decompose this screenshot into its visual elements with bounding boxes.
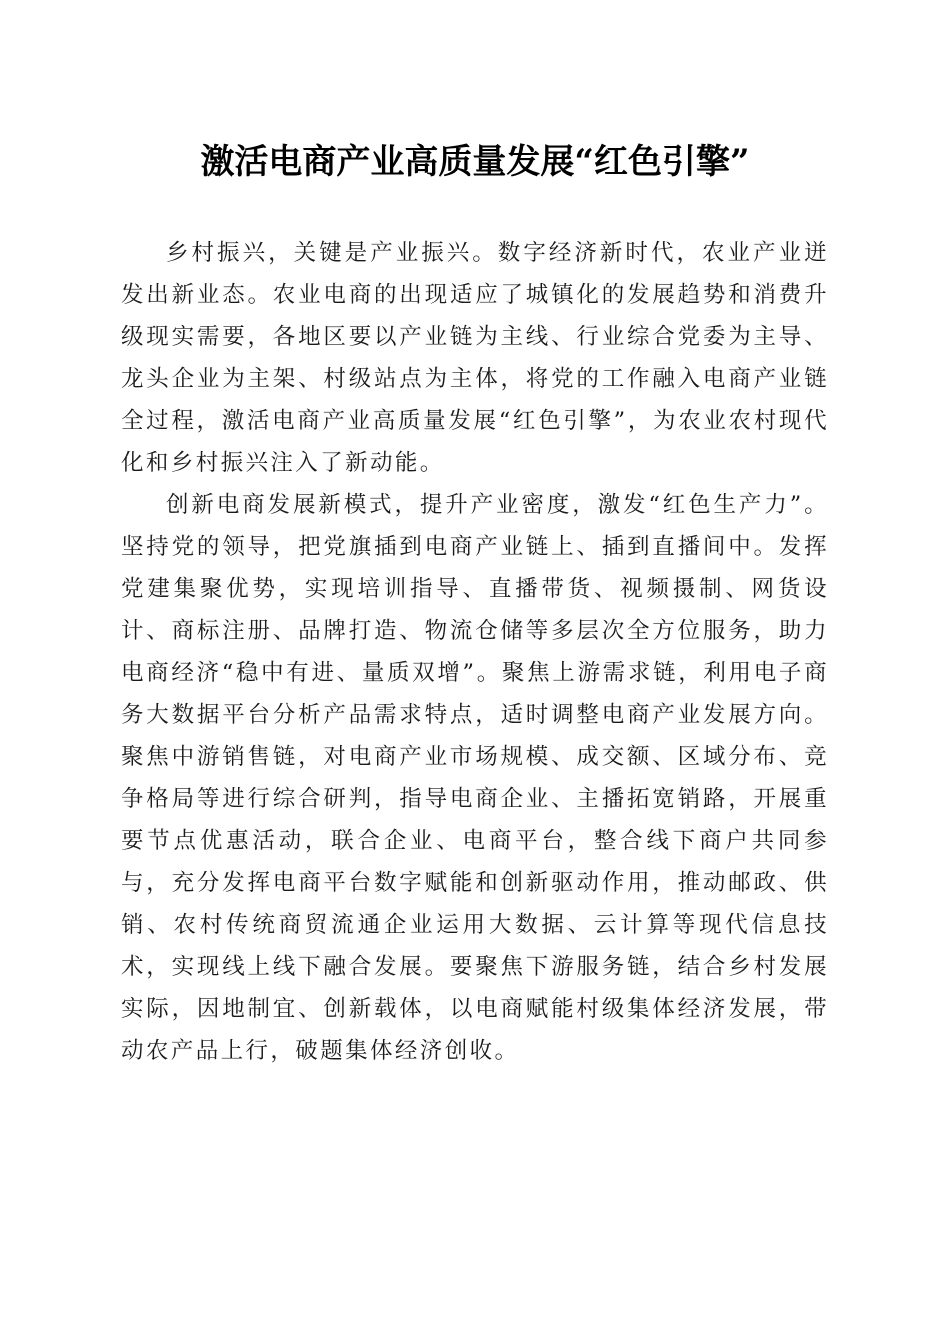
paragraph-1: 乡村振兴，关键是产业振兴。数字经济新时代，农业产业迸发出新业态。农业电商的出现适应了城镇化的发展趋势和消费升级现实需要，各地区要以产业链为主线、行业综合党委为主导、龙头企业为主架、村级站点为主体，将党的工作融入电商产业链全过程，激活电商产业高质量发展“红色引擎”，为农业农村现代化和乡村振兴注入了新动能。 bbox=[121, 240, 829, 476]
paragraph-2: 创新电商发展新模式，提升产业密度，激发“红色生产力”。坚持党的领导，把党旗插到电商产业链上、插到直播间中。发挥党建集聚优势，实现培训指导、直播带货、视频摄制、网货设计、商标注册、品牌打造、物流仓储等多层次全方位服务，助力电商经济“稳中有进、量质双增”。聚焦上游需求链，利用电子商务大数据平台分析产品需求特点，适时调整电商产业发展方向。聚焦中游销售链，对电商产业市场规模、成交额、区域分布、竞争格局等进行综合研判，指导电商企业、主播拓宽销路，开展重要节点优惠活动，联合企业、电商平台，整合线下商户共同参与，充分发挥电商平台数字赋能和创新驱动作用，推动邮政、供销、农村传统商贸流通企业运用大数据、云计算等现代信息技术，实现线上线下融合发展。要聚焦下游服务链，结合乡村发展实际，因地制宜、创新载体，以电商赋能村级集体经济发展，带动农产品上行，破题集体经济创收。 bbox=[121, 492, 829, 1064]
document-body bbox=[121, 232, 829, 1072]
document-title: 激活电商产业高质量发展“红色引擎” bbox=[200, 142, 750, 182]
